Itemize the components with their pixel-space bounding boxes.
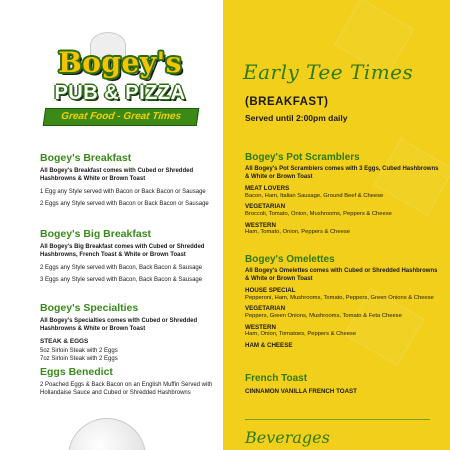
option-description: Bacon, Ham, Italian Sausage, Ground Beef & Cheese (245, 192, 384, 199)
logo-subtitle: PUB & PIZZA (54, 82, 186, 104)
section-eggs-benedict (40, 366, 220, 397)
golf-ball-decoration (68, 418, 146, 450)
bogeys-logo (30, 46, 210, 132)
section-description: All Bogey's Big Breakfast comes with Cubed or Shredded Hashbrowns, French Toast & White or Brown Toast (40, 244, 205, 258)
section-title: Bogey's Breakfast (40, 152, 132, 164)
section-description: All Bogey's Breakfast comes with Cubed or Shredded Hashbrowns & White or Brown Toast (40, 168, 194, 182)
menu-item: CINNAMON VANILLA FRENCH TOAST (245, 388, 357, 395)
option-label: VEGETARIAN (245, 305, 286, 313)
menu-item: 5oz Sirloin Steak with 2 Eggs (40, 348, 118, 354)
item-label: STEAK & EGGS (40, 338, 89, 345)
section-title: Eggs Benedict (40, 366, 113, 378)
right-menu-panel (223, 0, 450, 450)
menu-item: 2 Poached Eggs & Back Bacon on an English Muffin Served with Hollandaise Sauce and Cubed or Shredded Hashbrowns (40, 382, 213, 396)
option-label: HOUSE SPECIAL (245, 287, 296, 295)
menu-item: 2 Eggs any Style served with Bacon, Back Bacon & Sausage (40, 265, 203, 271)
section-french-toast (245, 373, 440, 396)
section-title: Bogey's Specialties (40, 302, 139, 314)
early-tee-times-title: Early Tee Times (243, 60, 414, 84)
section-specialties (40, 302, 220, 363)
section-title: Bogey's Big Breakfast (40, 228, 152, 240)
section-description: All Bogey's Pot Scramblers comes with 3 Eggs, Cubed Hashbrowns & White or Brown Toast (245, 166, 439, 180)
section-omelettes (245, 254, 440, 349)
option-description: Peppers, Green Onions, Mushrooms, Tomato & Feta Cheese (245, 312, 402, 319)
option-description: Ham, Onion, Tomatoes, Peppers & Cheese (245, 331, 357, 338)
menu-item: 3 Eggs any Style served with Bacon, Back Bacon & Sausage (40, 277, 203, 283)
section-title: Bogey's Omelettes (245, 254, 335, 265)
divider (245, 419, 430, 420)
served-until-text: Served until 2:00pm daily (245, 113, 348, 123)
section-big-breakfast (40, 228, 220, 284)
menu-item: 1 Egg any Style served with Bacon or Back Bacon or Sausage (40, 189, 206, 195)
menu-item: 7oz Sirloin Steak with 2 Eggs (40, 356, 118, 362)
option-label: WESTERN (245, 323, 276, 331)
section-description: All Bogey's Specialties comes with Cubed or Shredded Hashbrowns & White or Brown Toast (40, 318, 198, 332)
breakfast-subtitle: (BREAKFAST) (245, 96, 329, 108)
section-description: All Bogey's Omelettes comes with Cubed or Shredded Hashbrowns & White or Brown Toast (245, 268, 438, 282)
beverages-title: Beverages (245, 428, 330, 447)
section-title: Bogey's Pot Scramblers (245, 152, 360, 163)
option-description: Pepperoni, Ham, Mushrooms, Tomato, Peppers, Green Onions & Cheese (245, 294, 434, 301)
option-label: VEGETARIAN (245, 203, 286, 211)
option-description: Broccoli, Tomato, Onion, Mushrooms, Peppers & Cheese (245, 210, 392, 217)
menu-item: 2 Eggs any Style served with Bacon or Back Bacon or Sausage (40, 201, 209, 207)
logo-tagline: Great Food - Great Times (43, 108, 200, 126)
section-pot-scramblers (245, 152, 440, 237)
option-description: Ham, Tomato, Onion, Peppers & Cheese (245, 229, 350, 236)
logo-name: Bogey's (58, 46, 182, 79)
option-label: WESTERN (245, 221, 276, 229)
section-title: French Toast (245, 373, 308, 384)
option-label: HAM & CHEESE (245, 341, 293, 349)
option-label: MEAT LOVERS (245, 185, 290, 193)
section-bogeys-breakfast (40, 152, 220, 208)
left-menu-panel (0, 0, 223, 450)
